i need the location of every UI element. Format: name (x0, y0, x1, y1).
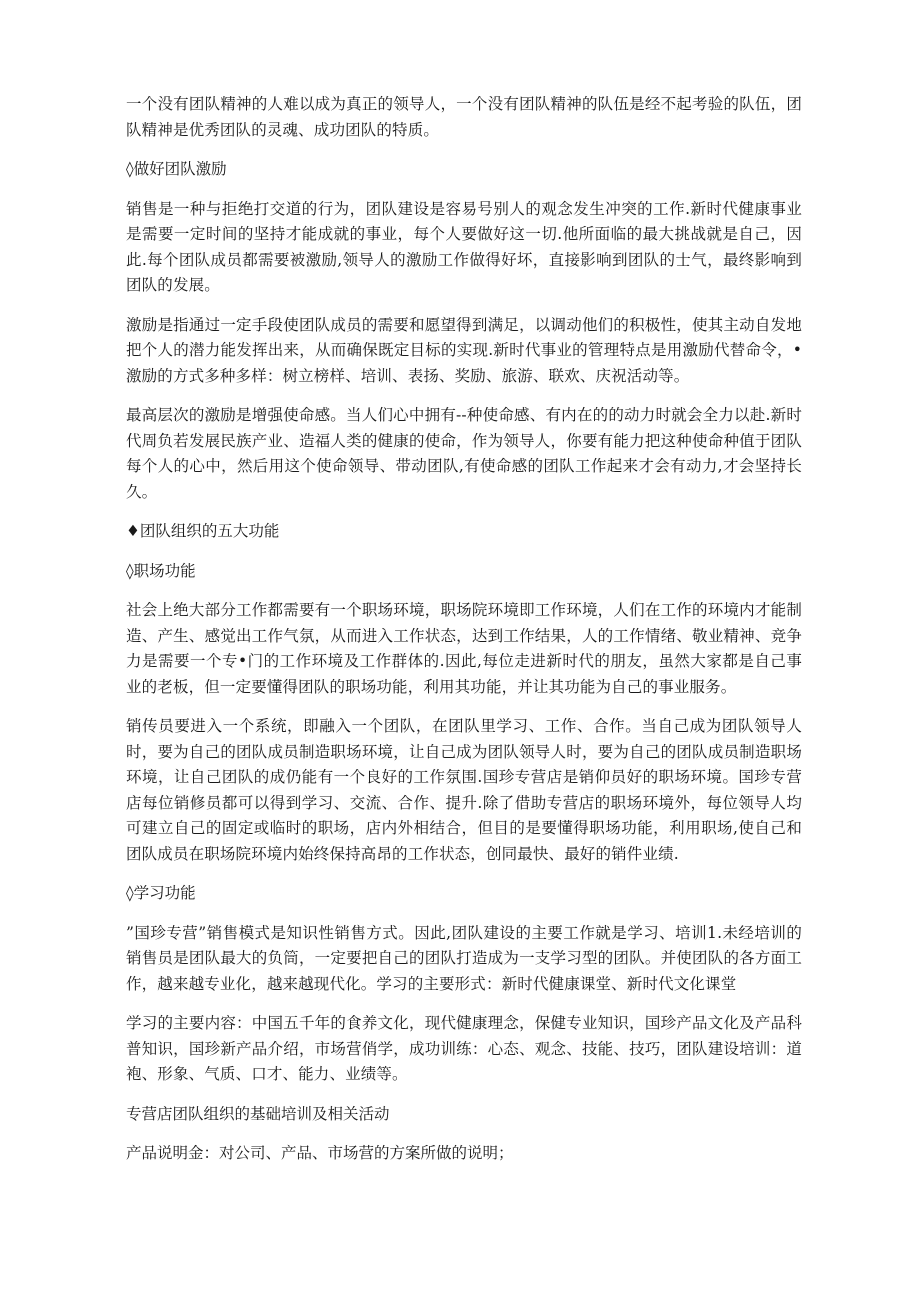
paragraph-knowledge-sales: ”国珍专营”销售模式是知识性销售方式。因此,团队建设的主要工作就是学习、培训1.未经培训的销售员是团队最大的负筒，一定要把自己的团队打造成为一支学习型的团队。并使团队的各方面工作，越来越专业化，越来越现代化。学习的主要形式：新时代健康课堂、新时代文化课堂 (126, 923, 802, 993)
heading-workplace-function: ◊职场功能 (126, 561, 196, 580)
paragraph-motivation-definition: 激励是指通过一定手段使团队成员的需要和愿望得到满足，以调动他们的积极性，使其主动自发地把个人的潜力能发挥出来，从而确保既定目标的实现.新时代事业的管理特点是用激励代替命令，•激励的方式多种多样：树立榜样、培训、表扬、奖励、旅游、联欢、庆祝活动等。 (126, 315, 802, 385)
heading-five-functions: ♦团队组织的五大功能 (126, 522, 280, 540)
paragraph-join-team: 销传员要进入一个系统，即融入一个团队，在团队里学习、工作、合作。当自己成为团队领导人时，要为自己的团队成员制造职场环境，让自己成为团队领导人时，要为自己的团队成员制造职场环境，让自己团队的成仍能有一个良好的工作氛围.国珍专营店是销仰员好的职场环境。国珍专营店每位销修员都可以得到学习、交流、合作、提升.除了借助专营店的职场环境外，每位领导人均可建立自己的固定或临时的职场，店内外相结合，但目的是要懂得职场功能，利用职场,使自己和团队成员在职场院环境内始终保持高昂的工作状态，创同最快、最好的销件业绩. (126, 717, 802, 863)
paragraph-workplace-environment: 社会上绝大部分工作都需要有一个职场环境，职场院环境即工作环境，人们在工作的环境内才能制造、产生、感觉出工作气氛，从而进入工作状态，达到工作结果，人的工作情绪、敬业精神、竞争力是需要一个专•门的工作环境及工作群体的.因此,每位走进新时代的朋友，虽然大家都是自己事业的老板，但一定要懂得团队的职场功能，利用其功能，并让其功能为自己的事业服务。 (126, 601, 802, 696)
heading-learning-function: ◊学习功能 (126, 884, 196, 902)
paragraph-sales-rejection: 销售是一种与拒绝打交道的行为，团队建设是容易号别人的观念发生冲突的工作.新时代健康事业是需要一定时间的坚持才能成就的事业，每个人要做好这一切.他所面临的最大挑战就是自己，因此.每个团队成员都需要被激励,领导人的激励工作做得好坏，直接影响到团队的士气，最终影响到团队的发展。 (126, 199, 802, 294)
heading-team-motivation: ◊做好团队激励 (126, 160, 227, 178)
paragraph-mission-sense: 最高层次的激励是增强使命感。当人们心中拥有--种使命感、有内在的的动力时就会全力以赴.新时代周负若发展民族产业、造福人类的健康的使命，作为领导人，你要有能力把这种使命种值于团队每个人的心中，然后用这个使命领导、带动团队,有使命感的团队工作起来才会有动力,才会坚持长久。 (126, 406, 802, 501)
paragraph-learning-content: 学习的主要内容：中国五千年的食养文化，现代健康理念，保健专业知识，国珍产品文化及产品科普知识，国珍新产品介绍，市场营俏学，成功训练：心态、观念、技能、技巧，团队建设培训：道袍、形象、气质、口才、能力、业绩等。 (126, 1014, 802, 1083)
heading-basic-training: 专营店团队组织的基础培训及相关活动 (126, 1104, 390, 1123)
paragraph-team-spirit: 一个没有团队精神的人难以成为真正的领导人，一个没有团队精神的队伍是经不起考验的队伍，团队精神是优秀团队的灵魂、成功团队的特质。 (126, 95, 802, 139)
paragraph-product-briefing: 产品说明金：对公司、产品、市场营的方案所做的说明； (126, 1144, 514, 1162)
document-body (126, 92, 802, 1181)
